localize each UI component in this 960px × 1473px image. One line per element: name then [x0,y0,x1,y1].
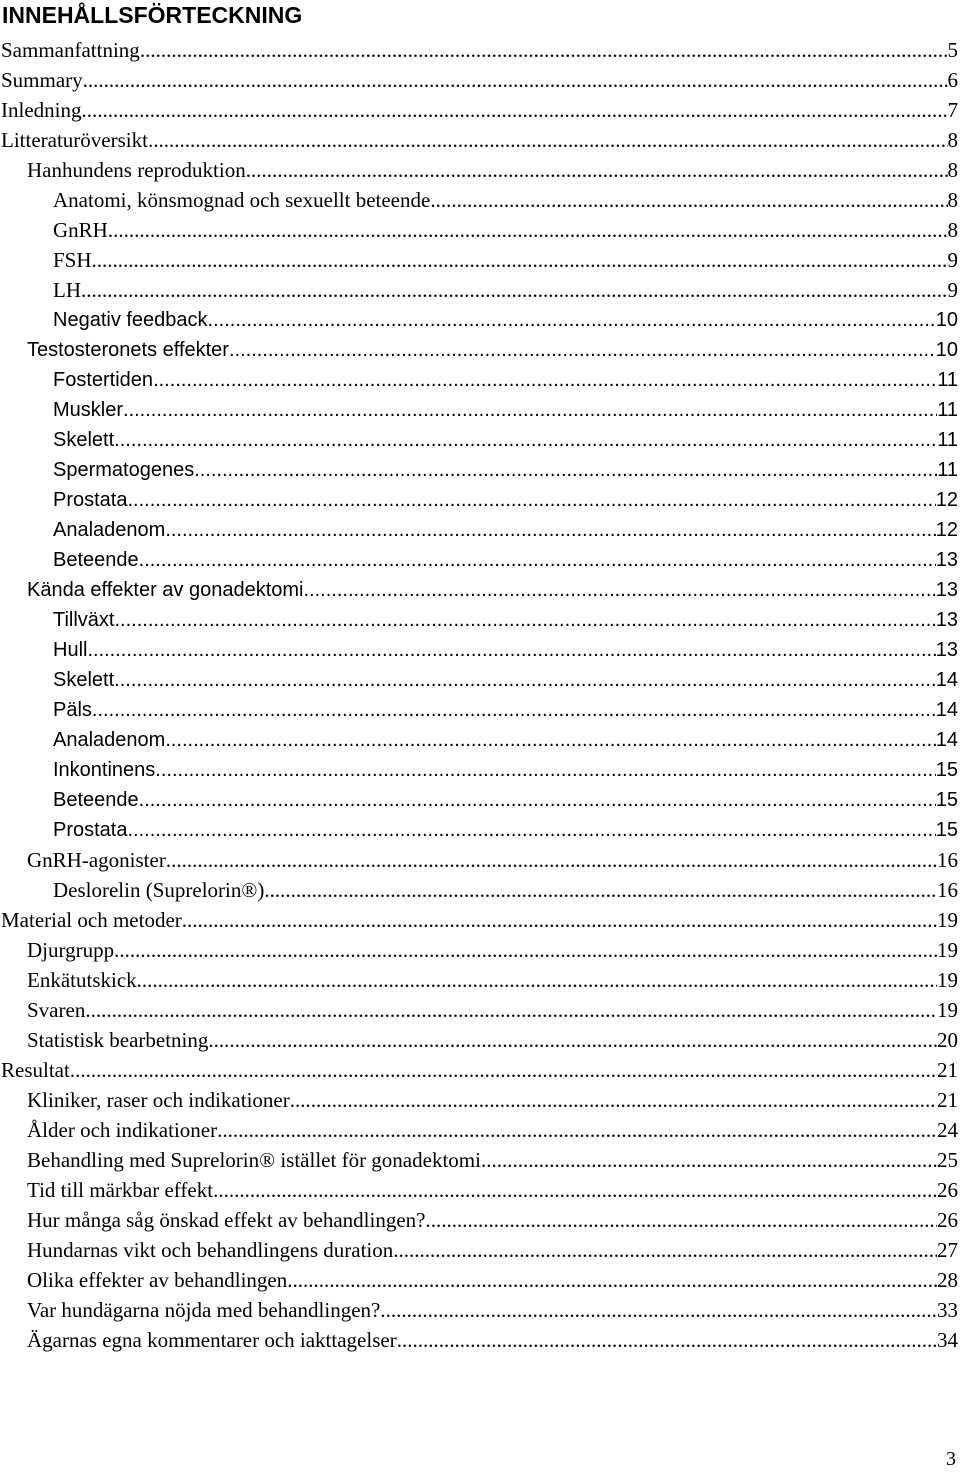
toc-entry-page: 21 [937,1088,958,1112]
toc-entry-page: 19 [937,968,958,992]
toc-entry[interactable] [0,275,960,305]
toc-entry-title: Sammanfattning [1,38,140,62]
toc-entry-page: 10 [935,339,958,361]
toc-entry-title: Päls [53,699,92,721]
toc-entry-title: Analadenom [53,729,166,751]
toc-entry-page: 21 [937,1058,958,1082]
toc-dot-leader [70,1055,937,1085]
toc-entry[interactable] [0,1205,960,1235]
toc-entry[interactable] [0,665,960,695]
toc-dot-leader [83,65,948,95]
toc-dot-leader [123,395,937,425]
toc-dot-leader [127,815,935,845]
toc-entry-title: Hanhundens reproduktion [27,158,246,182]
toc-entry-page: 24 [937,1118,958,1142]
toc-entry[interactable] [0,635,960,665]
toc-entry[interactable] [0,875,960,905]
toc-entry-page: 11 [937,429,958,451]
toc-dot-leader [481,1145,937,1175]
toc-entry-page: 9 [947,248,958,272]
toc-entry-page: 26 [937,1178,958,1202]
toc-entry[interactable] [0,35,960,65]
toc-entry-page: 5 [947,38,958,62]
toc-entry-title: GnRH [53,218,108,242]
toc-entry-page: 25 [937,1148,958,1172]
toc-entry[interactable] [0,305,960,335]
toc-entry-title: Muskler [53,399,124,421]
toc-dot-leader [182,905,937,935]
toc-dot-leader [114,665,936,695]
toc-entry-page: 16 [937,848,958,872]
toc-dot-leader [287,1265,937,1295]
toc-dot-leader [81,95,947,125]
toc-entry[interactable] [0,725,960,755]
toc-entry-page: 7 [947,98,958,122]
toc-entry[interactable] [0,65,960,95]
toc-entry-title: Hur många såg önskad effekt av behandlingen? [27,1208,426,1232]
toc-entry-page: 14 [935,729,958,751]
toc-entry-page: 27 [937,1238,958,1262]
toc-entry-title: Tillväxt [53,609,115,631]
toc-entry-page: 14 [935,699,958,721]
toc-entry[interactable] [0,785,960,815]
toc-entry[interactable] [0,245,960,275]
toc-entry-page: 16 [937,878,958,902]
toc-entry[interactable] [0,1265,960,1295]
toc-entry[interactable] [0,155,960,185]
toc-entry[interactable] [0,1055,960,1085]
toc-dot-leader [213,1175,937,1205]
toc-entry-page: 9 [947,278,958,302]
toc-entry-title: Fostertiden [53,369,154,391]
toc-entry-title: Beteende [53,789,139,811]
toc-entry-page: 13 [935,549,958,571]
toc-dot-leader [92,695,936,725]
toc-dot-leader [137,965,937,995]
toc-entry-page: 11 [937,369,958,391]
toc-entry[interactable] [0,1145,960,1175]
toc-dot-leader [425,1205,937,1235]
toc-entry-page: 19 [937,908,958,932]
toc-entry-page: 8 [947,188,958,212]
toc-entry-title: Ålder och indikationer [27,1118,218,1142]
toc-entry-title: Summary [1,68,83,92]
toc-entry-title: Testosteronets effekter [27,339,229,361]
toc-dot-leader [229,335,936,365]
toc-dot-leader [140,35,948,65]
toc-entry-title: Olika effekter av behandlingen [27,1268,288,1292]
toc-entry-title: Inkontinens [53,759,156,781]
toc-entry-page: 19 [937,998,958,1022]
toc-entry-title: FSH [53,248,92,272]
toc-entry[interactable] [0,605,960,635]
toc-dot-leader [397,1325,937,1355]
toc-entry-title: LH [53,278,81,302]
toc-dot-leader [127,485,935,515]
toc-dot-leader [108,215,948,245]
toc-dot-leader [139,785,936,815]
toc-entry-title: Prostata [53,489,128,511]
toc-entry-title: Djurgrupp [27,938,115,962]
toc-entry-title: Prostata [53,819,128,841]
toc-entry-page: 28 [937,1268,958,1292]
toc-entry[interactable] [0,455,960,485]
toc-entry-page: 15 [935,789,958,811]
toc-entry-page: 8 [947,128,958,152]
toc-entry[interactable] [0,755,960,785]
toc-entry[interactable] [0,545,960,575]
toc-entry[interactable] [0,515,960,545]
toc-dot-leader [303,575,935,605]
toc-entry-page: 11 [937,459,958,481]
toc-entry-title: Beteende [53,549,139,571]
toc-dot-leader [393,1235,937,1265]
toc-dot-leader [208,305,936,335]
toc-entry-page: 8 [947,158,958,182]
toc-entry-page: 33 [937,1298,958,1322]
toc-entry[interactable] [0,335,960,365]
toc-entry-title: Var hundägarna nöjda med behandlingen? [27,1298,381,1322]
toc-entry-title: Kliniker, raser och indikationer [27,1088,290,1112]
toc-entry[interactable] [0,185,960,215]
toc-entry[interactable] [0,1085,960,1115]
toc-entry[interactable] [0,95,960,125]
toc-dot-leader [194,455,937,485]
toc-dot-leader [81,275,948,305]
toc-entry-title: Negativ feedback [53,309,208,331]
toc-entry-page: 34 [937,1328,958,1352]
toc-dot-leader [246,155,948,185]
toc-entry-title: Tid till märkbar effekt [27,1178,214,1202]
toc-entry-page: 8 [947,218,958,242]
toc-entry-page: 20 [937,1028,958,1052]
toc-dot-leader [114,605,935,635]
table-of-contents [0,35,960,1355]
toc-entry[interactable] [0,995,960,1025]
toc-entry-title: GnRH-agonister [27,848,166,872]
toc-entry-title: Inledning [1,98,82,122]
toc-entry[interactable] [0,485,960,515]
toc-entry[interactable] [0,1295,960,1325]
toc-entry-page: 15 [935,819,958,841]
toc-entry[interactable] [0,395,960,425]
toc-entry-page: 6 [947,68,958,92]
toc-entry-page: 12 [935,489,958,511]
toc-entry-page: 13 [935,609,958,631]
toc-entry[interactable] [0,935,960,965]
toc-entry[interactable] [0,425,960,455]
toc-entry-title: Hull [53,639,88,661]
toc-dot-leader [114,935,937,965]
toc-entry-title: Anatomi, könsmognad och sexuellt beteende [53,188,431,212]
toc-entry-page: 10 [935,309,958,331]
toc-entry[interactable] [0,575,960,605]
toc-entry-title: Statistisk bearbetning [27,1028,209,1052]
toc-entry-title: Skelett [53,669,115,691]
toc-entry[interactable] [0,365,960,395]
toc-entry-page: 13 [935,579,958,601]
toc-dot-leader [430,185,947,215]
toc-entry[interactable] [0,965,960,995]
toc-entry-page: 12 [935,519,958,541]
toc-entry-title: Analadenom [53,519,166,541]
toc-entry[interactable] [0,125,960,155]
toc-entry[interactable] [0,1175,960,1205]
toc-dot-leader [208,1025,937,1055]
toc-dot-leader [165,725,935,755]
toc-dot-leader [87,635,935,665]
toc-entry-title: Deslorelin (Suprelorin®) [53,878,265,902]
toc-entry[interactable] [0,695,960,725]
toc-dot-leader [148,125,948,155]
toc-heading: INNEHÅLLSFÖRTECKNING [2,2,303,28]
toc-dot-leader [166,845,937,875]
toc-dot-leader [155,755,935,785]
toc-entry-page: 14 [935,669,958,691]
toc-entry-title: Resultat [1,1058,70,1082]
toc-entry[interactable] [0,1235,960,1265]
toc-entry[interactable] [0,1025,960,1055]
toc-dot-leader [165,515,935,545]
toc-entry-title: Skelett [53,429,115,451]
toc-dot-leader [380,1295,937,1325]
toc-entry-title: Ägarnas egna kommentarer och iakttagelser [27,1328,397,1352]
toc-dot-leader [153,365,937,395]
toc-entry[interactable] [0,1325,960,1355]
toc-entry[interactable] [0,1115,960,1145]
toc-entry-page: 15 [935,759,958,781]
toc-entry-title: Spermatogenes [53,459,195,481]
toc-entry[interactable] [0,845,960,875]
page-number: 3 [946,1448,956,1470]
toc-entry-page: 26 [937,1208,958,1232]
toc-entry-title: Behandling med Suprelorin® istället för gonadektomi [27,1148,481,1172]
toc-entry-title: Svaren [27,998,86,1022]
toc-entry-page: 19 [937,938,958,962]
toc-dot-leader [290,1085,937,1115]
toc-dot-leader [92,245,948,275]
toc-entry-title: Material och metoder [1,908,182,932]
toc-dot-leader [264,875,937,905]
toc-entry-page: 13 [935,639,958,661]
toc-entry[interactable] [0,215,960,245]
toc-entry-page: 11 [937,399,958,421]
toc-entry-title: Kända effekter av gonadektomi [27,579,304,601]
toc-entry[interactable] [0,815,960,845]
toc-entry-title: Litteraturöversikt [1,128,148,152]
toc-dot-leader [114,425,937,455]
toc-dot-leader [217,1115,937,1145]
toc-dot-leader [85,995,937,1025]
toc-entry-title: Hundarnas vikt och behandlingens duration [27,1238,394,1262]
toc-dot-leader [139,545,936,575]
toc-entry-title: Enkätutskick [27,968,137,992]
toc-entry[interactable] [0,905,960,935]
